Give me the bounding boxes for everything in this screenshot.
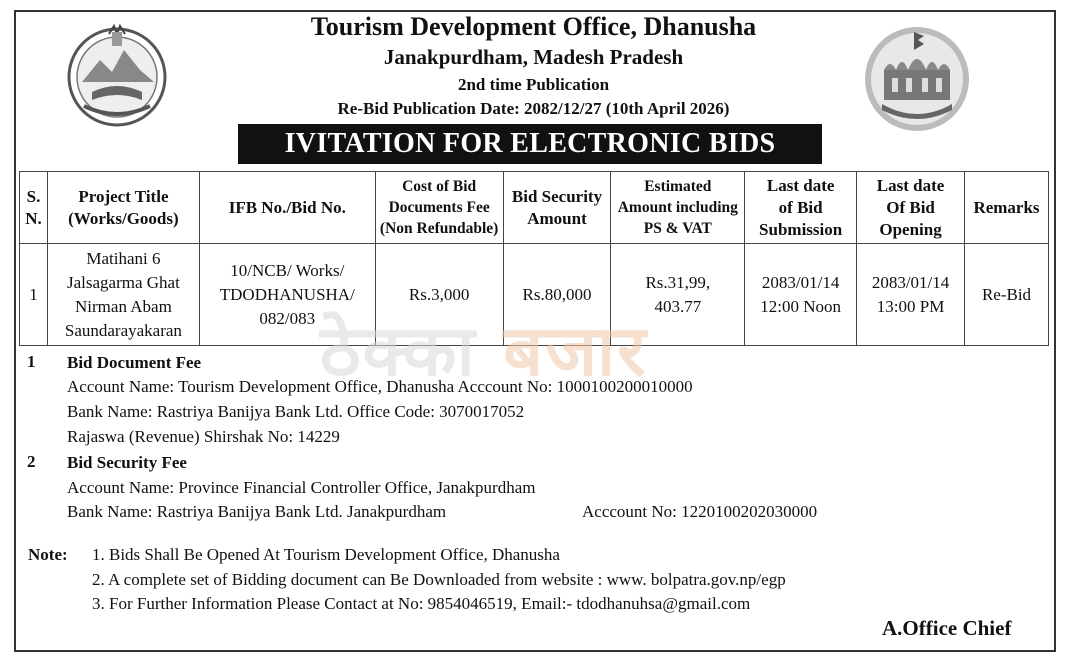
- section-1-title: Bid Document Fee: [67, 353, 202, 372]
- note-item-3: 3. For Further Information Please Contact at No: 9854046519, Email:- tdodhanuhsa@gmail.com: [92, 594, 751, 613]
- section-1-revenue: Rajaswa (Revenue) Shirshak No: 14229: [67, 427, 340, 446]
- col-header-submission-date: Last date of Bid Submission: [745, 172, 857, 244]
- cell-project-title: Matihani 6 Jalsagarma Ghat Nirman Abam Saundarayakaran: [47, 244, 199, 346]
- col-header-project-title: Project Title (Works/Goods): [47, 172, 199, 244]
- cell-ifb: 10/NCB/ Works/ TDODHANUSHA/ 082/083: [199, 244, 375, 346]
- note-item-1: 1. Bids Shall Be Opened At Tourism Development Office, Dhanusha: [92, 545, 560, 564]
- col-header-estimated-amount: Estimated Amount including PS & VAT: [611, 172, 745, 244]
- signature-office-chief: A.Office Chief: [882, 616, 1012, 640]
- section-2-number: 2: [27, 452, 36, 471]
- cell-opening-date: 2083/01/14 13:00 PM: [857, 244, 965, 346]
- cell-submission-date: 2083/01/14 12:00 Noon: [745, 244, 857, 346]
- publication-date: Re-Bid Publication Date: 2082/12/27 (10th April 2026): [337, 99, 730, 118]
- col-header-opening-date: Last date Of Bid Opening: [857, 172, 965, 244]
- cell-sn: 1: [20, 244, 48, 346]
- section-2-account-no: Acccount No: 1220100202030000: [582, 502, 818, 521]
- cell-remarks: Re-Bid: [965, 244, 1049, 346]
- note-item-2: 2. A complete set of Bidding document can Be Downloaded from website : www. bolpatra.gov.np/egp: [92, 570, 786, 589]
- cell-estimated-amount: Rs.31,99, 403.77: [611, 244, 745, 346]
- publication-count: 2nd time Publication: [457, 75, 610, 94]
- cell-bid-security: Rs.80,000: [503, 244, 611, 346]
- section-2-account: Account Name: Province Financial Controller Office, Janakpurdham: [67, 478, 536, 497]
- section-2-title: Bid Security Fee: [67, 453, 187, 472]
- col-header-document-fee: Cost of Bid Documents Fee (Non Refundable): [375, 172, 503, 244]
- section-1-bank: Bank Name: Rastriya Banijya Bank Ltd. Office Code: 3070017052: [67, 402, 525, 421]
- thekka-bazar-watermark: ठेक्का बजार: [320, 310, 648, 392]
- table-header-row: [20, 172, 1049, 244]
- note-label: Note:: [28, 545, 68, 564]
- col-header-ifb: IFB No./Bid No.: [199, 172, 375, 244]
- section-1-account: Account Name: Tourism Development Office, Dhanusha Acccount No: 1000100200010000: [67, 377, 693, 396]
- section-1-number: 1: [27, 352, 36, 371]
- col-header-remarks: Remarks: [965, 172, 1049, 244]
- col-header-sn: S. N.: [20, 172, 48, 244]
- office-title: Tourism Development Office, Dhanusha: [310, 12, 757, 41]
- office-address: Janakpurdham, Madesh Pradesh: [383, 45, 684, 69]
- cell-document-fee: Rs.3,000: [375, 244, 503, 346]
- section-2-bank: Bank Name: Rastriya Banijya Bank Ltd. Janakpurdham: [67, 502, 447, 521]
- invitation-banner: IVITATION FOR ELECTRONIC BIDS: [238, 124, 822, 164]
- col-header-bid-security: Bid Security Amount: [503, 172, 611, 244]
